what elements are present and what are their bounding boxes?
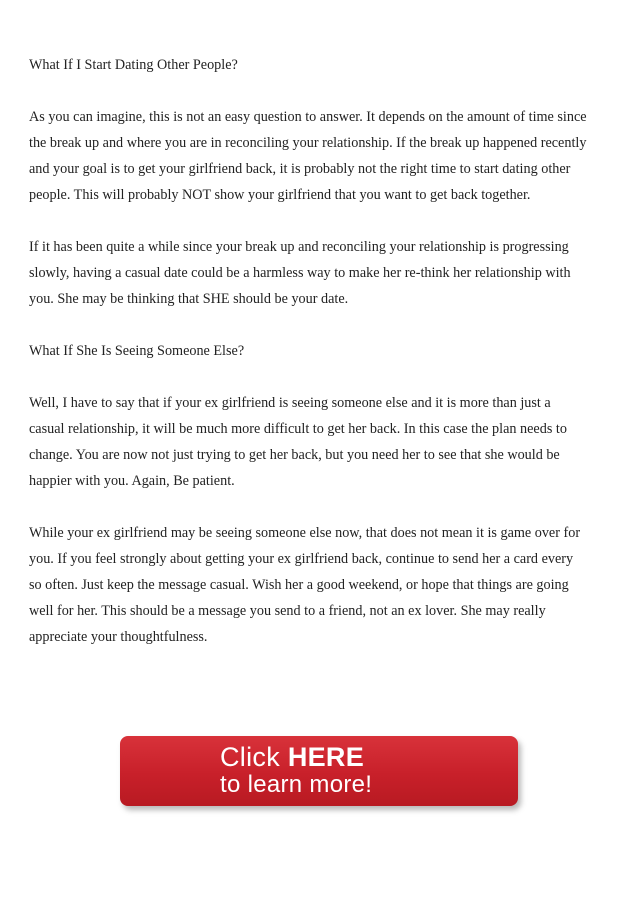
cta-banner bbox=[120, 736, 518, 808]
cta-emphasis: HERE bbox=[287, 742, 365, 772]
paragraph: While your ex girlfriend may be seeing someone else now, that does not mean it is game over for you. If you feel strongly about getting your ex girlfriend back, continue to send her a card every so often. Just keep the message casual. Wish her a good weekend, or hope that things are going well for her. This should be a message you send to a friend, not an ex lover. She may really appreciate your thoughtfulness. bbox=[29, 525, 581, 645]
document-body bbox=[29, 52, 589, 676]
cta-text bbox=[220, 743, 372, 799]
paragraph: As you can imagine, this is not an easy question to answer. It depends on the amount of time since the break up and where you are in reconciling your relationship. If the break up happened recently and your goal is to get your girlfriend back, it is probably not the right time to start dating other people. This will probably NOT show your girlfriend that you want to get back together. bbox=[29, 109, 587, 203]
click-here-button[interactable] bbox=[120, 736, 518, 806]
heading-seeing-someone-else: What If She Is Seeing Someone Else? bbox=[29, 343, 245, 359]
cta-line-1 bbox=[220, 743, 372, 771]
paragraph: If it has been quite a while since your break up and reconciling your relationship is progressing slowly, having a casual date could be a harmless way to make her re-think her relationship with you. She may be thinking that SHE should be your date. bbox=[29, 239, 571, 307]
cta-line-2: to learn more! bbox=[220, 771, 373, 798]
heading-dating-others: What If I Start Dating Other People? bbox=[29, 57, 238, 73]
cta-prefix: Click bbox=[220, 742, 288, 772]
paragraph: Well, I have to say that if your ex girlfriend is seeing someone else and it is more than just a casual relationship, it will be much more difficult to get her back. In this case the plan needs to change. You are now not just trying to get her back, but you need her to see that she would be happier with you. Again, Be patient. bbox=[29, 395, 567, 489]
